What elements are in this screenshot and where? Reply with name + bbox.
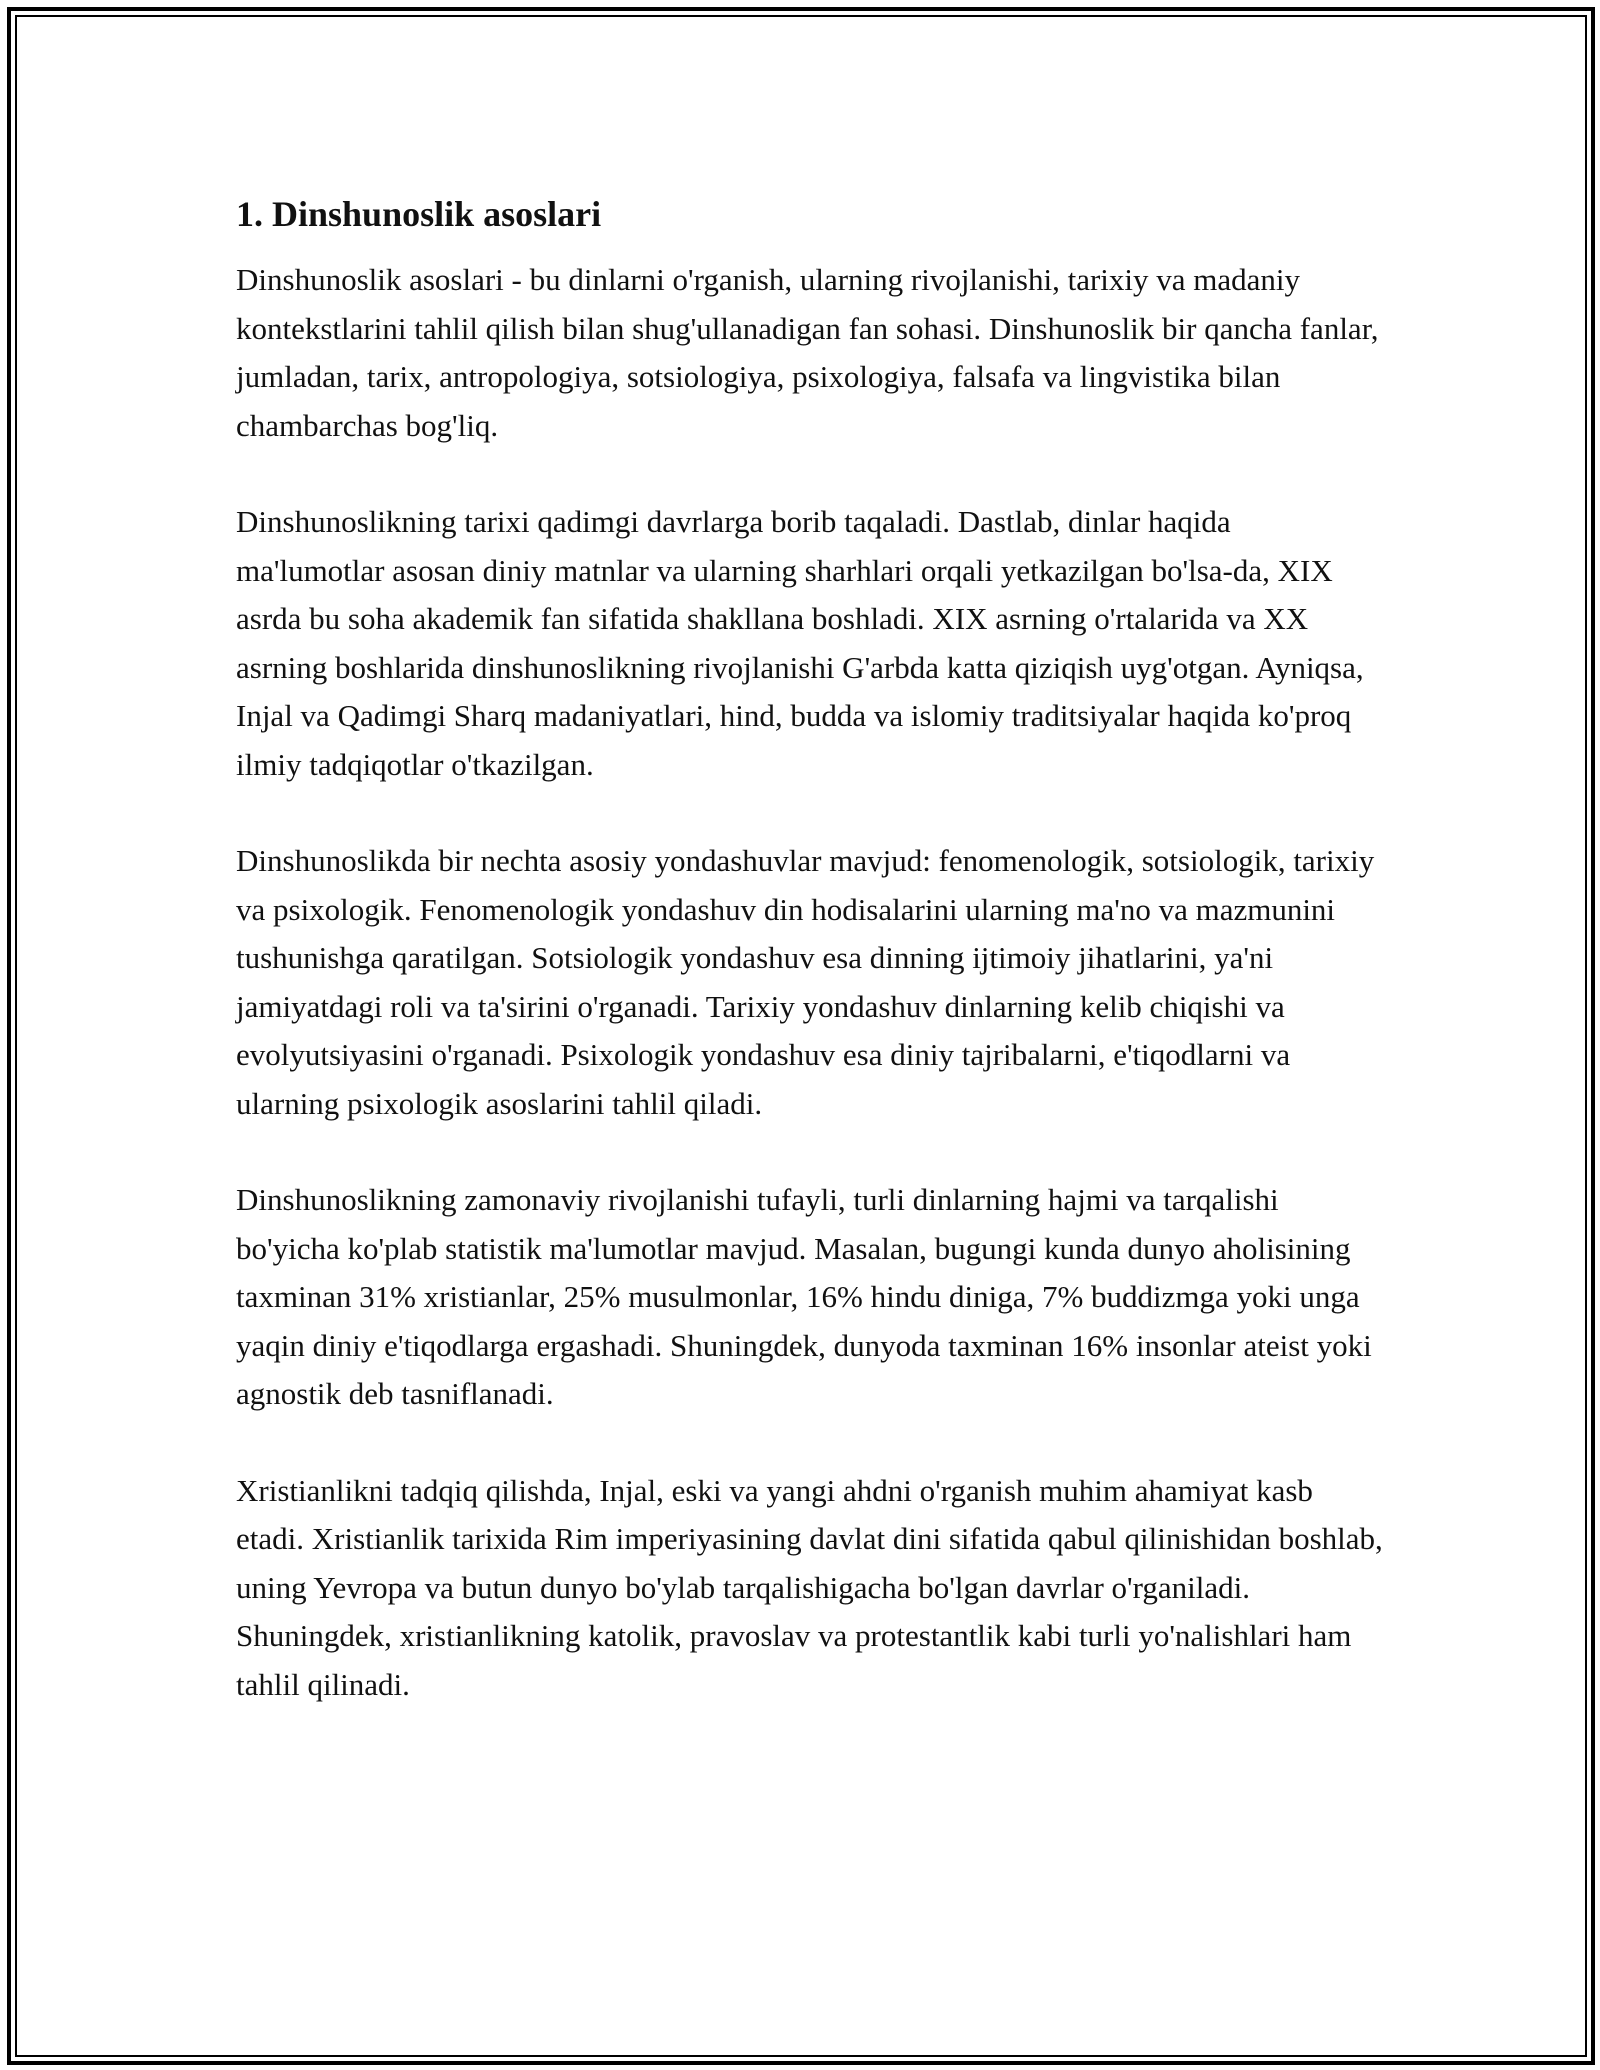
paragraph-statistics: Dinshunoslikning zamonaviy rivojlanishi tufayli, turli dinlarning hajmi va tarqalishi bo'yicha ko'plab statistik ma'lumotlar mavjud. Masalan, bugungi kunda dunyo aholisining taxminan 31% xristianlar, 25% musulmonlar, 16% hindu diniga, 7% buddizmga yoki unga yaqin diniy e'tiqodlarga ergashadi. Shuningdek, dunyoda taxminan 16% insonlar ateist yoki agnostik deb tasniflanadi. (236, 1182, 1372, 1411)
paragraph-definition: Dinshunoslik asoslari - bu dinlarni o'rganish, ularning rivojlanishi, tarixiy va madaniy kontekstlarini tahlil qilish bilan shug'ullanadigan fan sohasi. Dinshunoslik bir qancha fanlar, jumladan, tarix, antropologiya, sotsiologiya, psixologiya, falsafa va lingvistika bilan chambarchas bog'liq. (236, 262, 1379, 443)
document-heading: 1. Dinshunoslik asoslari (236, 194, 602, 234)
paragraph-approaches: Dinshunoslikda bir nechta asosiy yondashuvlar mavjud: fenomenologik, sotsiologik, tarixiy va psixologik. Fenomenologik yondashuv din hodisalarini ularning ma'no va mazmunini tushunishga qaratilgan. Sotsiologik yondashuv esa dinning ijtimoiy jihatlarini, ya'ni jamiyatdagi roli va ta'sirini o'rganadi. Tarixiy yondashuv dinlarning kelib chiqishi va evolyutsiyasini o'rganadi. Psixologik yondashuv esa diniy tajribalarni, e'tiqodlarni va ularning psixologik asoslarini tahlil qiladi. (236, 843, 1375, 1121)
paragraph-history: Dinshunoslikning tarixi qadimgi davrlarga borib taqaladi. Dastlab, dinlar haqida ma'lumotlar asosan diniy matnlar va ularning sharhlari orqali yetkazilgan bo'lsa-da, XIX asrda bu soha akademik fan sifatida shakllana boshladi. XIX asrning o'rtalarida va XX asrning boshlarida dinshunoslikning rivojlanishi G'arbda katta qiziqish uyg'otgan. Ayniqsa, Injal va Qadimgi Sharq madaniyatlari, hind, budda va islomiy traditsiyalar haqida ko'proq ilmiy tadqiqotlar o'tkazilgan. (236, 504, 1364, 782)
document-body (236, 186, 1386, 1757)
paragraph-christianity: Xristianlikni tadqiq qilishda, Injal, eski va yangi ahdni o'rganish muhim ahamiyat kasb etadi. Xristianlik tarixida Rim imperiyasining davlat dini sifatida qabul qilinishidan boshlab, uning Yevropa va butun dunyo bo'ylab tarqalishigacha bo'lgan davrlar o'rganiladi. Shuningdek, xristianlikning katolik, pravoslav va protestantlik kabi turli yo'nalishlari ham tahlil qilinadi. (236, 1472, 1383, 1702)
